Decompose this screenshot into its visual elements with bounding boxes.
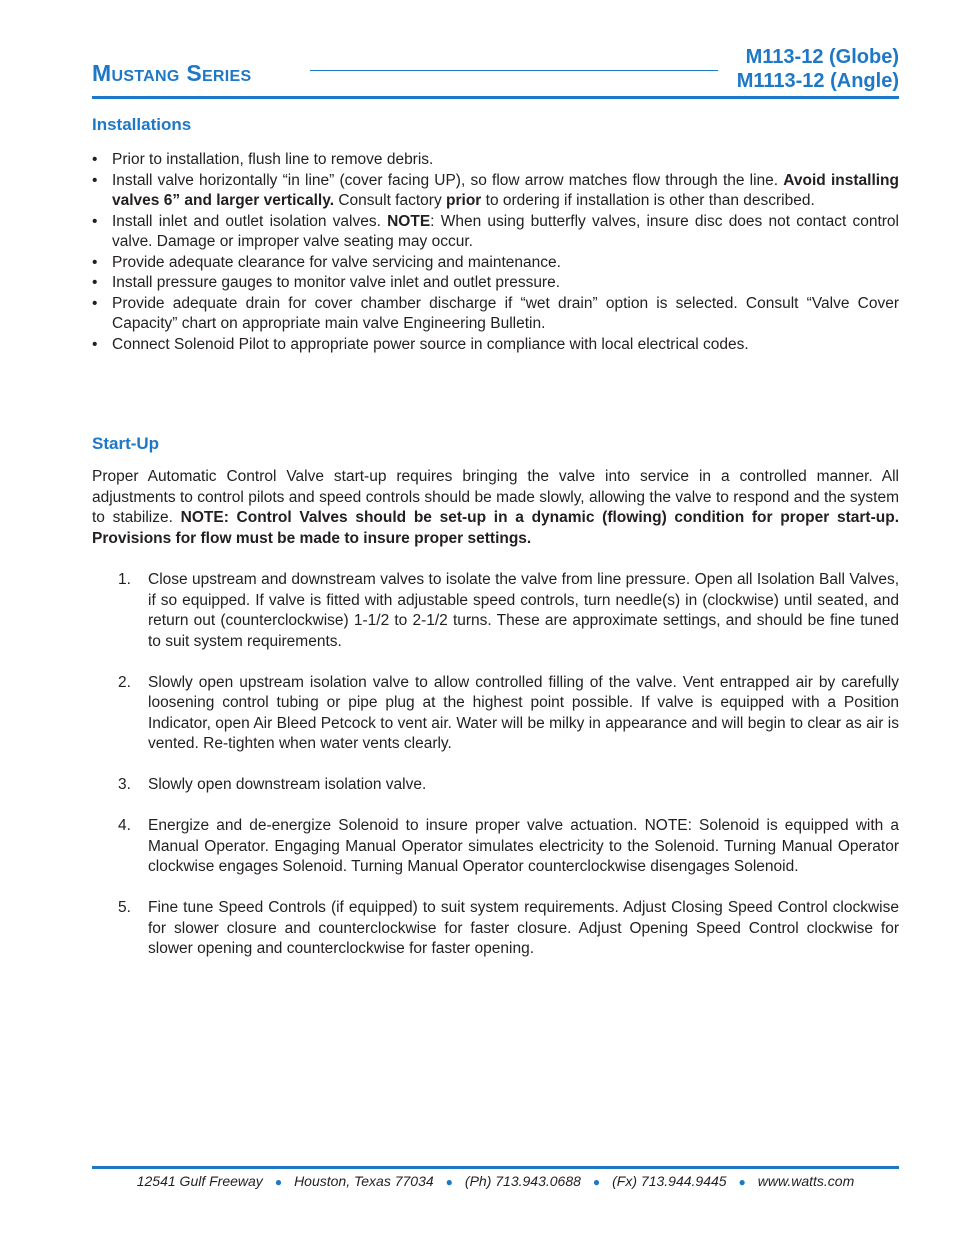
startup-steps — [118, 570, 899, 980]
step-number: 1. — [118, 571, 131, 588]
step-item — [118, 775, 899, 796]
footer-phone: (Ph) 713.943.0688 — [464, 1173, 581, 1189]
model-angle: M1113-12 (Angle) — [736, 70, 899, 92]
startup-intro — [92, 467, 899, 549]
list-item — [92, 253, 899, 274]
warning-text: Avoid installing valves 6” and larger vertically. — [112, 171, 899, 209]
list-item-text: Install inlet and outlet isolation valves. — [112, 212, 388, 230]
header-thin-rule — [310, 70, 718, 71]
list-item — [92, 171, 899, 212]
step-text: Slowly open downstream isolation valve. — [148, 776, 427, 793]
separator-dot-icon: ● — [445, 1175, 453, 1189]
intro-text: Proper Automatic Control Valve start-up requires bringing the valve into service in a controlled manner. All adjustments to control pilots and speed controls should be made slowly, allowing the valve to respond and the system to stabilize. — [92, 468, 899, 526]
separator-dot-icon: ● — [738, 1175, 746, 1189]
brand-title: Mustang Series — [92, 60, 252, 86]
installations-list — [92, 150, 899, 355]
emphasis-text: prior — [446, 192, 482, 209]
list-item-text: : When using butterfly valves, insure disc does not contact control valve. Damage or improper valve seating may occur. — [112, 212, 899, 250]
separator-dot-icon: ● — [592, 1175, 601, 1189]
step-text: Close upstream and downstream valves to isolate the valve from line pressure. Open all Isolation Ball Valves, if so equipped. If valve is fitted with adjustable speed controls, turn needle(s) in (clockwise) until seated, and return out (counterclockwise) 1-1/2 to 2-1/2 turns. These are approximate settings, and should be fine tuned to suit system requirements. — [148, 571, 899, 650]
installations-heading: Installations — [92, 115, 192, 134]
header-rule — [92, 96, 899, 99]
list-item — [92, 335, 899, 356]
list-item-text: Prior to installation, flush line to remove debris. — [112, 151, 434, 168]
step-number: 4. — [118, 817, 131, 834]
step-item — [118, 673, 899, 755]
footer-rule — [92, 1166, 899, 1169]
footer-contact — [92, 1173, 899, 1189]
footer-city: Houston, Texas 77034 — [294, 1173, 434, 1189]
list-item-text: Install pressure gauges to monitor valve inlet and outlet pressure. — [112, 274, 561, 291]
footer-fax: (Fx) 713.944.9445 — [612, 1173, 727, 1189]
separator-dot-icon: ● — [274, 1175, 283, 1189]
footer-website-link[interactable]: www.watts.com — [757, 1173, 855, 1189]
list-item-text: Consult factory — [334, 192, 447, 209]
step-number: 5. — [118, 899, 131, 916]
step-text: Slowly open upstream isolation valve to allow controlled filling of the valve. Vent entrapped air by carefully loosening control tubing or pipe plug at the highest point possible. If valve is equipped with a Position Indicator, open Air Bleed Petcock to vent air. Water will be milky in appearance and will begin to clear as air is vented. Re-tighten when water vents clearly. — [148, 673, 899, 752]
step-number: 3. — [118, 776, 131, 793]
list-item — [92, 294, 899, 335]
step-item — [118, 570, 899, 652]
footer-address: 12541 Gulf Freeway — [136, 1173, 263, 1189]
list-item-text: to ordering if installation is other than described. — [481, 192, 815, 209]
list-item — [92, 150, 899, 171]
list-item-text: Provide adequate drain for cover chamber discharge if “wet drain” option is selected. Consult “Valve Cover Capacity” chart on appropriate main valve Engineering Bulletin. — [112, 294, 899, 332]
list-item-text: Provide adequate clearance for valve servicing and maintenance. — [112, 253, 561, 271]
intro-note: NOTE: Control Valves should be set-up in a dynamic (flowing) condition for proper start-up. Provisions for flow must be made to insure proper settings. — [92, 509, 899, 547]
step-item — [118, 816, 899, 878]
step-text: Energize and de-energize Solenoid to insure proper valve actuation. NOTE: Solenoid is equipped with a Manual Operator. Engaging Manual Operator simulates electricity to the Solenoid. Turning Manual Operator clockwise engages Solenoid. Turning Manual Operator counterclockwise disengages Solenoid. — [148, 817, 899, 875]
model-numbers — [737, 45, 899, 93]
startup-heading: Start-Up — [92, 434, 160, 453]
note-label: NOTE — [387, 212, 431, 230]
list-item-text: Connect Solenoid Pilot to appropriate power source in compliance with local electrical codes. — [112, 335, 749, 353]
list-item — [92, 273, 899, 294]
list-item — [92, 212, 899, 253]
step-text: Fine tune Speed Controls (if equipped) to suit system requirements. Adjust Closing Speed Control clockwise for slower closure and counterclockwise for faster closure. Adjust Opening Speed Control clockwise for slower opening and counterclockwise for faster opening. — [148, 899, 899, 957]
model-globe: M113-12 (Globe) — [745, 46, 899, 68]
list-item-text: Install valve horizontally “in line” (cover facing UP), so flow arrow matches flow through the line. — [112, 171, 784, 189]
step-number: 2. — [118, 673, 131, 691]
step-item — [118, 898, 899, 960]
